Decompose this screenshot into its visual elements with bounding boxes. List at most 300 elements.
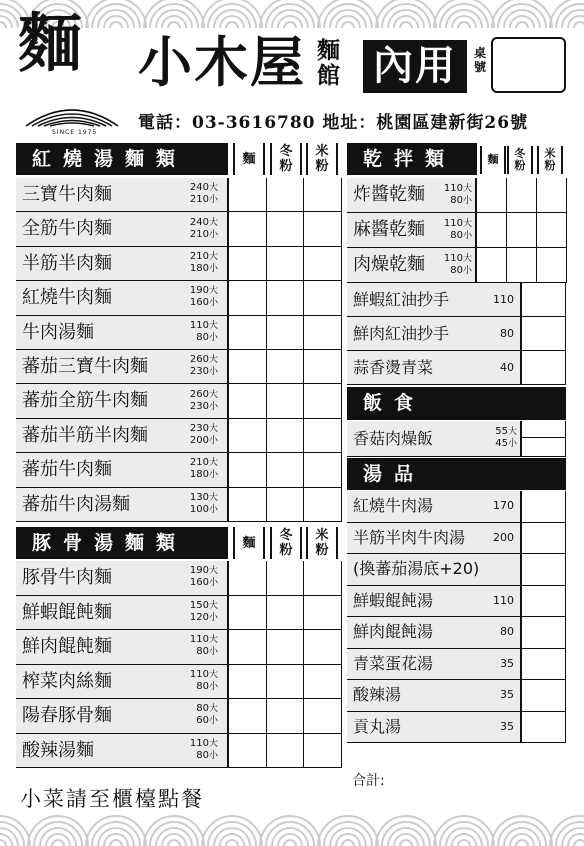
menu-item-prices	[430, 183, 472, 207]
menu-item-prices	[176, 565, 218, 589]
dry-column-header-rice-noodle	[537, 146, 563, 174]
order-quantity-cell[interactable]	[506, 213, 536, 247]
menu-item-name: 蕃茄牛肉湯麵	[22, 493, 130, 515]
size-large-label: 大	[208, 217, 218, 228]
menu-item-name: 鮮蝦餛飩湯	[353, 590, 434, 610]
side-dish-note: 小菜請至櫃檯點餐	[20, 787, 204, 811]
price-large-value: 240	[189, 182, 209, 194]
order-quantity-cell[interactable]	[228, 596, 266, 630]
price-large	[176, 669, 218, 681]
menu-row	[347, 248, 566, 283]
column-header-noodle	[233, 143, 265, 175]
order-quantity-cell[interactable]	[303, 419, 341, 452]
order-quantity-cell[interactable]	[266, 734, 304, 768]
menu-item-cell	[16, 212, 228, 245]
price-large	[176, 457, 218, 469]
column-header-rice-noodle	[306, 527, 338, 559]
section-pork-noodle-title: 豚骨湯麵類	[16, 527, 228, 559]
price-large-value: 110	[189, 668, 209, 680]
size-small-label: 小	[208, 332, 218, 343]
menu-item-cell	[16, 453, 228, 486]
menu-item-prices	[176, 457, 218, 481]
price-large-value: 260	[189, 388, 209, 400]
menu-item-cell	[16, 281, 228, 314]
price-small-value: 180	[189, 262, 209, 274]
menu-row	[347, 491, 566, 523]
menu-item-price: 200	[493, 530, 514, 544]
price-small	[176, 366, 218, 378]
price-small	[176, 263, 218, 275]
order-quantity-cell[interactable]	[266, 630, 304, 664]
size-large-label: 大	[208, 669, 218, 680]
price-small	[176, 229, 218, 241]
size-large-label: 大	[462, 218, 472, 229]
price-large-value: 260	[189, 354, 209, 366]
order-quantity-cell[interactable]	[266, 350, 304, 383]
order-quantity-cell[interactable]	[228, 561, 266, 595]
menu-item-cell	[16, 665, 228, 699]
price-large-value: 210	[189, 457, 209, 469]
logo-character: 麵	[18, 7, 78, 82]
price-small	[176, 750, 218, 762]
menu-item-name: 酸辣湯麵	[22, 739, 94, 761]
order-quantity-cell[interactable]	[266, 384, 304, 417]
menu-item-name: 紅燒牛肉湯	[353, 496, 434, 515]
order-quantity-cell[interactable]	[506, 248, 536, 282]
menu-item-name: 豚骨牛肉麵	[22, 567, 112, 588]
menu-item-cell	[347, 680, 521, 711]
price-large	[176, 251, 218, 263]
order-quantity-cell[interactable]	[303, 699, 341, 733]
menu-item-prices	[176, 182, 218, 206]
price-small	[176, 332, 218, 344]
menu-item-price: 80	[500, 327, 514, 340]
menu-item-name: 紅燒牛肉麵	[22, 287, 112, 309]
menu-row	[16, 350, 341, 384]
menu-item-cell	[347, 283, 521, 316]
size-large-label: 大	[208, 183, 218, 194]
menu-item-name: 榨菜肉絲麵	[22, 670, 112, 692]
menu-row	[347, 317, 566, 351]
menu-item-prices	[176, 354, 218, 378]
order-quantity-cell[interactable]	[303, 316, 341, 349]
price-large	[430, 183, 472, 195]
order-quantity-cell[interactable]	[228, 350, 266, 383]
column-header-rice-noodle	[306, 143, 338, 175]
price-small	[430, 195, 472, 207]
menu-item-name: 蒜香燙青菜	[353, 358, 434, 377]
order-quantity-cell[interactable]	[521, 554, 566, 585]
logo-since-text: SINCE 1975	[52, 129, 98, 136]
order-quantity-cell[interactable]	[303, 178, 341, 211]
order-quantity-cell[interactable]	[228, 665, 266, 699]
order-quantity-cell[interactable]	[266, 178, 304, 211]
menu-item-name: 麻醬乾麵	[353, 219, 425, 240]
menu-item-cell	[16, 419, 228, 452]
menu-item-prices	[176, 669, 218, 693]
menu-item-name: 三寶牛肉麵	[22, 184, 112, 205]
column-header-label: 米 粉	[544, 147, 556, 172]
price-large	[176, 285, 218, 297]
menu-item-name: 鮮肉餛飩湯	[353, 622, 434, 641]
price-small-value: 80	[450, 229, 463, 241]
price-small	[176, 612, 218, 624]
order-quantity-cell[interactable]	[228, 281, 266, 314]
menu-row	[16, 699, 341, 734]
price-small	[176, 715, 218, 727]
order-quantity-cell[interactable]	[521, 491, 566, 522]
price-small	[176, 577, 218, 589]
menu-item-cell	[16, 561, 228, 595]
price-small	[430, 265, 472, 277]
order-quantity-cell[interactable]	[303, 453, 341, 486]
grid-right-border	[566, 178, 567, 283]
menu-item-prices	[176, 217, 218, 241]
order-quantity-cell[interactable]	[228, 419, 266, 452]
price-small	[176, 194, 218, 206]
order-quantity-cell[interactable]	[303, 212, 341, 245]
menu-row	[16, 247, 341, 281]
size-small-label: 小	[208, 716, 218, 727]
price-large-value: 110	[443, 252, 463, 264]
price-large	[430, 253, 472, 265]
size-small-label: 小	[208, 229, 218, 240]
price-small	[176, 681, 218, 693]
price-small-value: 80	[450, 194, 463, 206]
size-large-label: 大	[507, 427, 517, 437]
dry-column-header-noodle	[480, 146, 506, 174]
section-soup-title: 湯品	[347, 458, 566, 490]
price-large	[176, 634, 218, 646]
price-small-value: 180	[189, 469, 209, 481]
menu-row	[347, 523, 566, 555]
order-quantity-cell[interactable]	[303, 630, 341, 664]
order-quantity-cell[interactable]	[521, 586, 566, 617]
column-header-vermicelli	[270, 527, 302, 559]
column-header-label: 麵	[242, 151, 256, 167]
order-quantity-cell[interactable]	[266, 281, 304, 314]
size-small-label: 小	[462, 265, 472, 276]
price-small	[176, 504, 218, 516]
price-large-value: 210	[189, 250, 209, 262]
order-quantity-cell[interactable]	[536, 178, 566, 212]
size-large-label: 大	[208, 738, 218, 749]
order-quantity-cell[interactable]	[536, 213, 566, 247]
size-large-label: 大	[208, 286, 218, 297]
size-small-label: 小	[208, 504, 218, 515]
column-header-label: 米 粉	[315, 528, 329, 558]
price-small-value: 80	[196, 331, 209, 343]
size-small-label: 小	[208, 681, 218, 692]
size-large-label: 大	[208, 704, 218, 715]
order-quantity-cell[interactable]	[266, 212, 304, 245]
order-quantity-cell[interactable]	[303, 384, 341, 417]
menu-item-cell	[347, 351, 521, 384]
menu-row	[347, 712, 566, 744]
size-small-label: 小	[462, 230, 472, 241]
price-small-value: 80	[450, 264, 463, 276]
menu-row	[16, 453, 341, 487]
menu-item-name: 半筋半肉牛肉湯	[353, 527, 466, 547]
order-quantity-cell[interactable]	[521, 283, 566, 316]
order-quantity-cell[interactable]	[228, 699, 266, 733]
menu-item-cell	[347, 554, 521, 585]
order-quantity-cell[interactable]	[521, 712, 566, 743]
price-small	[176, 401, 218, 413]
price-large	[481, 426, 517, 438]
dine-in-label: 內用	[363, 40, 467, 93]
menu-row	[16, 316, 341, 350]
price-small-value: 120	[189, 611, 209, 623]
menu-item-name: 香菇肉燥飯	[353, 429, 434, 448]
order-quantity-cell[interactable]	[303, 734, 341, 768]
order-quantity-cell[interactable]	[521, 680, 566, 711]
price-large-value: 150	[189, 599, 209, 611]
price-small-value: 80	[196, 646, 209, 658]
total-label: 合計:	[352, 773, 385, 789]
menu-item-name: 鮮肉餛飩麵	[22, 636, 112, 657]
size-small-label: 小	[208, 435, 218, 446]
menu-row	[16, 734, 341, 769]
order-quantity-cell[interactable]	[521, 649, 566, 680]
price-large-value: 110	[443, 182, 463, 194]
menu-row	[347, 283, 566, 317]
price-small	[176, 435, 218, 447]
price-large-value: 55	[495, 426, 508, 437]
price-small-value: 80	[196, 680, 209, 692]
menu-row	[347, 680, 566, 712]
menu-item-price: 110	[493, 293, 514, 306]
order-quantity-cell[interactable]	[228, 630, 266, 664]
order-quantity-cell[interactable]	[228, 316, 266, 349]
column-header-label: 麵	[487, 153, 499, 166]
menu-item-cell	[16, 734, 228, 768]
menu-item-cell	[16, 178, 228, 211]
price-small	[481, 438, 517, 450]
order-quantity-cell[interactable]	[476, 178, 506, 212]
price-large-value: 80	[196, 703, 209, 715]
menu-row	[16, 488, 341, 522]
contact-info: 電話：03-3616780 地址：桃園區建新街26號	[138, 113, 529, 133]
size-large-label: 大	[208, 458, 218, 469]
menu-row	[16, 419, 341, 453]
menu-item-name: 鮮蝦餛飩麵	[22, 601, 112, 623]
size-small-label: 小	[208, 470, 218, 481]
price-large	[430, 218, 472, 230]
menu-item-price: 110	[493, 593, 514, 607]
price-large-value: 130	[189, 491, 209, 503]
size-large-label: 大	[208, 251, 218, 262]
table-number-field[interactable]	[491, 37, 566, 93]
column-header-label: 麵	[242, 535, 256, 551]
logo-wave-emblem	[22, 96, 122, 130]
order-quantity-cell[interactable]	[506, 178, 536, 212]
order-quantity-cell[interactable]	[266, 419, 304, 452]
size-large-label: 大	[208, 635, 218, 646]
price-small-value: 210	[189, 194, 209, 206]
menu-item-cell	[16, 384, 228, 417]
menu-row	[347, 554, 566, 586]
order-quantity-cell[interactable]	[521, 617, 566, 648]
order-quantity-cell[interactable]	[266, 699, 304, 733]
grid-right-border	[341, 178, 342, 522]
order-quantity-cell[interactable]	[228, 453, 266, 486]
size-small-label: 小	[208, 612, 218, 623]
menu-item-name: 青菜蛋花湯	[353, 653, 434, 673]
menu-row	[16, 384, 341, 418]
section-dry-noodle-title: 乾拌類	[347, 143, 477, 175]
size-small-label: 小	[208, 298, 218, 309]
order-quantity-cell[interactable]	[521, 421, 566, 438]
menu-item-price: 40	[500, 361, 514, 374]
wave-pattern-bottom	[0, 812, 584, 846]
menu-item-name: 陽春豚骨麵	[22, 705, 112, 726]
price-small	[430, 230, 472, 242]
price-large	[176, 565, 218, 577]
menu-item-name: 牛肉湯麵	[22, 321, 94, 343]
logo	[18, 7, 128, 136]
price-large	[176, 389, 218, 401]
menu-row	[16, 561, 341, 596]
section-rice-title: 飯食	[347, 387, 566, 420]
menu-item-price: 80	[500, 625, 514, 638]
size-large-label: 大	[208, 423, 218, 434]
price-small-value: 45	[495, 438, 508, 449]
menu-item-cell	[16, 247, 228, 280]
order-quantity-cell[interactable]	[303, 281, 341, 314]
order-quantity-cell[interactable]	[228, 734, 266, 768]
size-small-label: 小	[208, 195, 218, 206]
price-large	[176, 600, 218, 612]
order-quantity-cell[interactable]	[266, 665, 304, 699]
menu-item-prices	[176, 423, 218, 447]
size-large-label: 大	[208, 492, 218, 503]
order-quantity-cell[interactable]	[303, 488, 341, 521]
menu-item-prices	[176, 251, 218, 275]
order-quantity-cell[interactable]	[228, 488, 266, 521]
price-small-value: 200	[189, 434, 209, 446]
menu-row	[347, 617, 566, 649]
price-small-value: 100	[189, 503, 209, 515]
size-small-label: 小	[507, 439, 517, 449]
menu-item-name: 蕃茄全筋牛肉麵	[22, 390, 148, 412]
size-large-label: 大	[208, 600, 218, 611]
price-large-value: 110	[189, 737, 209, 749]
order-quantity-cell[interactable]	[521, 438, 566, 456]
menu-item-cell	[16, 596, 228, 630]
menu-row	[16, 178, 341, 212]
menu-item-cell	[347, 712, 521, 743]
menu-item-cell	[347, 649, 521, 680]
menu-item-cell	[16, 630, 228, 664]
order-quantity-cell[interactable]	[536, 248, 566, 282]
order-quantity-cell[interactable]	[228, 384, 266, 417]
order-quantity-cell[interactable]	[521, 523, 566, 554]
menu-item-cell	[347, 491, 521, 522]
column-header-label: 冬 粉	[514, 147, 526, 172]
menu-item-cell	[347, 213, 476, 247]
price-large	[176, 703, 218, 715]
menu-item-prices	[430, 218, 472, 242]
menu-row	[347, 213, 566, 248]
menu-item-cell	[347, 248, 476, 282]
order-quantity-cell[interactable]	[476, 248, 506, 282]
menu-item-name: 炸醬乾麵	[353, 184, 425, 205]
size-large-label: 大	[208, 566, 218, 577]
size-large-label: 大	[462, 183, 472, 194]
order-quantity-cell[interactable]	[303, 350, 341, 383]
menu-item-prices	[176, 600, 218, 624]
menu-row	[347, 421, 566, 457]
menu-item-prices	[176, 634, 218, 658]
order-quantity-cell[interactable]	[521, 317, 566, 350]
menu-item-name: 酸辣湯	[353, 685, 402, 704]
menu-item-cell	[347, 586, 521, 617]
price-large	[176, 217, 218, 229]
menu-item-prices	[430, 253, 472, 277]
menu-item-name: 蕃茄半筋半肉麵	[22, 424, 148, 446]
menu-item-name: 蕃茄牛肉麵	[22, 459, 112, 481]
price-small-value: 210	[189, 228, 209, 240]
menu-item-prices	[176, 285, 218, 309]
menu-row	[16, 596, 341, 631]
price-large-value: 110	[189, 634, 209, 646]
order-quantity-cell[interactable]	[228, 247, 266, 280]
menu-item-name: 肉燥乾麵	[353, 254, 425, 275]
size-small-label: 小	[462, 195, 472, 206]
order-quantity-cell[interactable]	[303, 596, 341, 630]
menu-item-cell	[347, 617, 521, 648]
order-quantity-cell[interactable]	[303, 665, 341, 699]
order-quantity-cell[interactable]	[266, 488, 304, 521]
order-quantity-cell[interactable]	[228, 178, 266, 211]
menu-row	[16, 212, 341, 246]
order-quantity-cell[interactable]	[266, 561, 304, 595]
order-quantity-cell[interactable]	[303, 247, 341, 280]
menu-item-price: 35	[500, 656, 514, 670]
price-large-value: 190	[189, 285, 209, 297]
price-small-value: 60	[196, 715, 209, 727]
order-quantity-cell[interactable]	[303, 561, 341, 595]
order-quantity-cell[interactable]	[476, 213, 506, 247]
section-beef-noodle-title: 紅燒湯麵類	[16, 143, 228, 175]
price-large	[176, 182, 218, 194]
price-large	[176, 423, 218, 435]
menu-item-name: 半筋半肉麵	[22, 252, 112, 274]
column-header-noodle	[233, 527, 265, 559]
order-quantity-cell[interactable]	[266, 316, 304, 349]
menu-item-prices	[176, 492, 218, 516]
brand-name: 小木屋	[138, 30, 306, 94]
menu-item-name: 全筋牛肉麵	[22, 218, 112, 240]
size-small-label: 小	[208, 367, 218, 378]
menu-item-name: 鮮肉紅油抄手	[353, 324, 450, 343]
brand-suffix: 麵館	[317, 37, 340, 89]
order-quantity-cell[interactable]	[521, 351, 566, 384]
price-small-value: 230	[189, 400, 209, 412]
menu-item-cell	[16, 699, 228, 733]
price-large-value: 240	[189, 216, 209, 228]
order-quantity-cell[interactable]	[266, 453, 304, 486]
menu-item-name: 貢丸湯	[353, 716, 402, 736]
price-large	[176, 354, 218, 366]
order-quantity-cell[interactable]	[266, 247, 304, 280]
order-quantity-cell[interactable]	[228, 212, 266, 245]
menu-item-cell	[347, 178, 476, 212]
menu-item-name: 鮮蝦紅油抄手	[353, 290, 450, 309]
order-quantity-cell[interactable]	[266, 596, 304, 630]
price-small	[176, 297, 218, 309]
